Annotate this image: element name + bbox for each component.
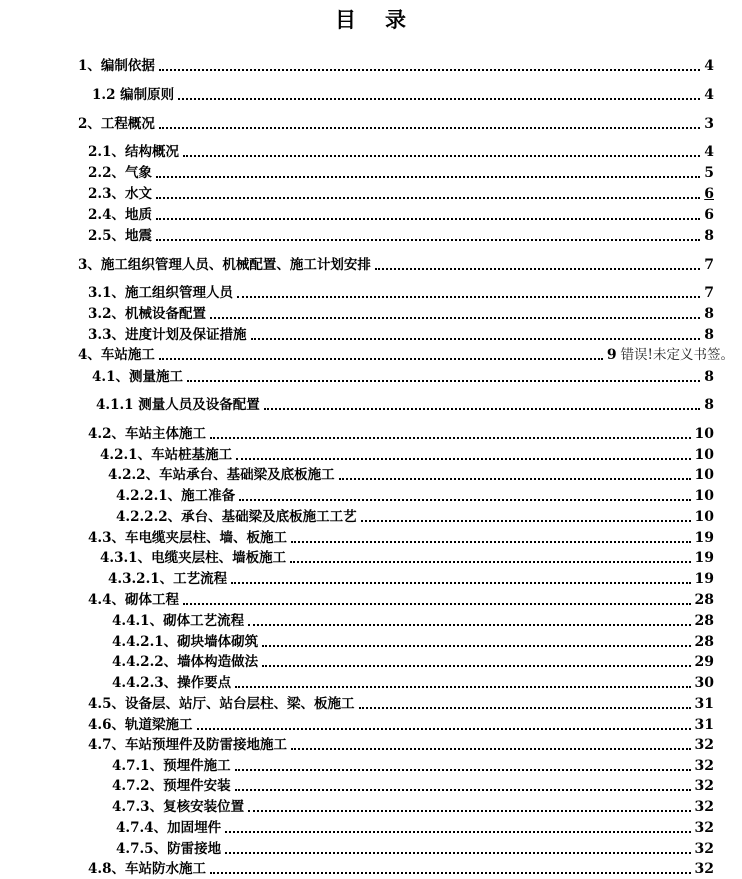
toc-entry-page: 32 xyxy=(694,820,714,836)
dot-leader xyxy=(290,561,690,563)
toc-entry[interactable] xyxy=(92,86,714,104)
toc-entry[interactable] xyxy=(92,368,714,386)
toc-entry-label: 4.4、砌体工程 xyxy=(88,592,179,608)
dot-leader xyxy=(251,338,701,340)
toc-entry-page: 8 xyxy=(704,228,714,244)
toc-entry-label: 2.4、地质 xyxy=(88,207,152,223)
title-char-2: 录 xyxy=(385,7,407,32)
toc-entry-page: 7 xyxy=(704,285,714,301)
toc-entry-page: 19 xyxy=(694,550,714,566)
toc-entry-page: 19 xyxy=(694,571,714,587)
toc-entry[interactable] xyxy=(88,143,714,161)
toc-entry-page: 32 xyxy=(694,737,714,753)
dot-leader xyxy=(291,541,691,543)
toc-entry-label: 2.3、水文 xyxy=(88,186,152,202)
toc-entry-label: 4.2、车站主体施工 xyxy=(88,426,206,442)
toc-entry-label: 2.1、结构概况 xyxy=(88,144,179,160)
toc-entry[interactable] xyxy=(88,185,714,203)
title-char-1: 目 xyxy=(335,7,357,32)
toc-entry[interactable] xyxy=(78,346,734,364)
toc-entry-label: 4.5、设备层、站厅、站台层柱、梁、板施工 xyxy=(88,696,355,712)
toc-entry-label: 4.7.1、预埋件施工 xyxy=(112,758,231,774)
toc-entry[interactable] xyxy=(78,256,714,274)
dot-leader xyxy=(264,408,700,410)
toc-entry-page: 5 xyxy=(704,165,714,181)
dot-leader xyxy=(339,478,691,480)
dot-leader xyxy=(361,520,691,522)
toc-entry-label: 4.2.2.2、承台、基础梁及底板施工工艺 xyxy=(116,509,357,525)
toc-entry-page: 8 xyxy=(704,397,714,413)
toc-entry[interactable] xyxy=(112,798,714,816)
toc-entry[interactable] xyxy=(112,757,714,775)
dot-leader xyxy=(183,603,691,605)
toc-entry-label: 4.1、测量施工 xyxy=(92,369,183,385)
toc-entry-label: 4.3、车电缆夹层柱、墙、板施工 xyxy=(88,530,287,546)
toc-entry-label: 4.6、轨道梁施工 xyxy=(88,717,193,733)
toc-entry-label: 3.2、机械设备配置 xyxy=(88,306,206,322)
dot-leader xyxy=(210,872,691,874)
toc-entry[interactable] xyxy=(88,305,714,323)
toc-entry[interactable] xyxy=(100,446,714,464)
toc-entry[interactable] xyxy=(96,396,714,414)
dot-leader xyxy=(187,380,700,382)
dot-leader xyxy=(197,728,691,730)
toc-entry-page: 32 xyxy=(694,841,714,857)
dot-leader xyxy=(210,437,691,439)
toc-entry-page: 10 xyxy=(694,447,714,463)
toc-entry[interactable] xyxy=(88,206,714,224)
toc-entry-page: 10 xyxy=(694,426,714,442)
dot-leader xyxy=(156,239,700,241)
toc-entry-page: 10 xyxy=(694,467,714,483)
dot-leader xyxy=(156,197,700,199)
dot-leader xyxy=(159,127,700,129)
toc-entry-label: 2.2、气象 xyxy=(88,165,152,181)
toc-entry-label: 4.7、车站预埋件及防雷接地施工 xyxy=(88,737,287,753)
toc-entry[interactable] xyxy=(78,57,714,75)
dot-leader xyxy=(225,831,690,833)
toc-entry-label: 4.4.1、砌体工艺流程 xyxy=(112,613,245,629)
dot-leader xyxy=(231,582,690,584)
toc-entry-page: 8 xyxy=(704,369,714,385)
dot-leader xyxy=(159,69,700,71)
toc-entry-page: 4 xyxy=(704,144,714,160)
toc-entry[interactable] xyxy=(116,819,714,837)
toc-entry[interactable] xyxy=(88,529,714,547)
toc-entry[interactable] xyxy=(88,695,714,713)
toc-entry[interactable] xyxy=(112,674,714,692)
toc-entry-page: 32 xyxy=(694,778,714,794)
toc-entry[interactable] xyxy=(88,326,714,344)
toc-entry[interactable] xyxy=(88,736,714,754)
dot-leader xyxy=(359,707,691,709)
toc-entry-page: 32 xyxy=(694,799,714,815)
dot-leader xyxy=(248,810,690,812)
toc-entry[interactable] xyxy=(112,633,714,651)
dot-leader xyxy=(210,317,700,319)
dot-leader xyxy=(159,358,603,360)
toc-entry-label: 4.7.4、加固埋件 xyxy=(116,820,222,836)
toc-entry-page: 6 xyxy=(704,207,714,223)
toc-entry-error: 错误!未定义书签。 xyxy=(620,347,734,363)
dot-leader xyxy=(235,686,690,688)
toc-entry-label: 4.2.2.1、施工准备 xyxy=(116,488,236,504)
toc-entry-page: 19 xyxy=(694,530,714,546)
toc-entry[interactable] xyxy=(112,653,714,671)
dot-leader xyxy=(375,268,700,270)
toc-entry-label: 4.4.2.2、墙体构造做法 xyxy=(112,654,259,670)
toc-entry-label: 4.1.1 测量人员及设备配置 xyxy=(96,397,260,413)
dot-leader xyxy=(178,98,700,100)
toc-entry-label: 4、车站施工 xyxy=(78,347,155,363)
toc-entry-label: 1.2 编制原则 xyxy=(92,87,175,103)
toc-entry-page: 31 xyxy=(694,696,714,712)
dot-leader xyxy=(156,176,700,178)
dot-leader xyxy=(262,665,690,667)
toc-entry[interactable] xyxy=(88,591,714,609)
toc-entry[interactable] xyxy=(108,570,714,588)
toc-entry[interactable] xyxy=(116,508,714,526)
toc-entry-label: 4.7.5、防雷接地 xyxy=(116,841,222,857)
toc-entry-label: 2、工程概况 xyxy=(78,116,155,132)
toc-entry-page: 28 xyxy=(694,634,714,650)
toc-entry-page: 30 xyxy=(694,675,714,691)
toc-entry[interactable] xyxy=(88,164,714,182)
toc-entry-page: 3 xyxy=(704,116,714,132)
dot-leader xyxy=(225,852,690,854)
dot-leader xyxy=(235,769,691,771)
dot-leader xyxy=(262,645,690,647)
dot-leader xyxy=(156,218,700,220)
toc-entry[interactable] xyxy=(108,466,714,484)
toc-entry-page: 7 xyxy=(704,257,714,273)
dot-leader xyxy=(237,296,700,298)
dot-leader xyxy=(291,748,691,750)
toc-entry-page: 10 xyxy=(694,488,714,504)
toc-entry-page: 31 xyxy=(694,717,714,733)
toc-entry-label: 4.2.2、车站承台、基础梁及底板施工 xyxy=(108,467,335,483)
toc-entry[interactable] xyxy=(88,425,714,443)
toc-entry-page: 9 xyxy=(606,347,617,363)
toc-entry-label: 4.3.1、电缆夹层柱、墙板施工 xyxy=(100,550,287,566)
toc-entry-page: 32 xyxy=(694,758,714,774)
toc-entry[interactable] xyxy=(116,487,714,505)
toc-entry-label: 2.5、地震 xyxy=(88,228,152,244)
toc-entry-label: 4.4.2.1、砌块墙体砌筑 xyxy=(112,634,259,650)
toc-entry[interactable] xyxy=(100,549,714,567)
toc-entry-page: 10 xyxy=(694,509,714,525)
toc-entry[interactable] xyxy=(88,860,714,878)
toc-entry-label: 3、施工组织管理人员、机械配置、施工计划安排 xyxy=(78,257,371,273)
toc-entry-page: 8 xyxy=(704,327,714,343)
toc-entry[interactable] xyxy=(116,840,714,858)
toc-entry-label: 3.3、进度计划及保证措施 xyxy=(88,327,247,343)
toc-entry-page: 29 xyxy=(694,654,714,670)
toc-entry-page: 4 xyxy=(704,58,714,74)
toc-entry-page: 4 xyxy=(704,87,714,103)
dot-leader xyxy=(248,624,690,626)
toc-entry[interactable] xyxy=(88,716,714,734)
toc-entry[interactable] xyxy=(88,227,714,245)
toc-entry-label: 4.2.1、车站桩基施工 xyxy=(100,447,233,463)
toc-entry[interactable] xyxy=(112,612,714,630)
toc-entry-page: 28 xyxy=(694,592,714,608)
toc-entry[interactable] xyxy=(88,284,714,302)
toc-entry-label: 4.4.2.3、操作要点 xyxy=(112,675,232,691)
toc-entry-page: 6 xyxy=(704,186,714,202)
toc-entry-label: 4.3.2.1、工艺流程 xyxy=(108,571,228,587)
toc-entry-label: 3.1、施工组织管理人员 xyxy=(88,285,233,301)
dot-leader xyxy=(236,458,690,460)
toc-entry[interactable] xyxy=(112,777,714,795)
dot-leader xyxy=(235,789,691,791)
dot-leader xyxy=(183,155,700,157)
toc-entry[interactable] xyxy=(78,115,714,133)
toc-entry-page: 32 xyxy=(694,861,714,877)
toc-entry-label: 1、编制依据 xyxy=(78,58,155,74)
toc-entry-page: 8 xyxy=(704,306,714,322)
toc-entry-label: 4.8、车站防水施工 xyxy=(88,861,206,877)
toc-entry-label: 4.7.3、复核安装位置 xyxy=(112,799,245,815)
toc-entry-label: 4.7.2、预埋件安装 xyxy=(112,778,231,794)
toc-entry-page: 28 xyxy=(694,613,714,629)
dot-leader xyxy=(239,499,690,501)
